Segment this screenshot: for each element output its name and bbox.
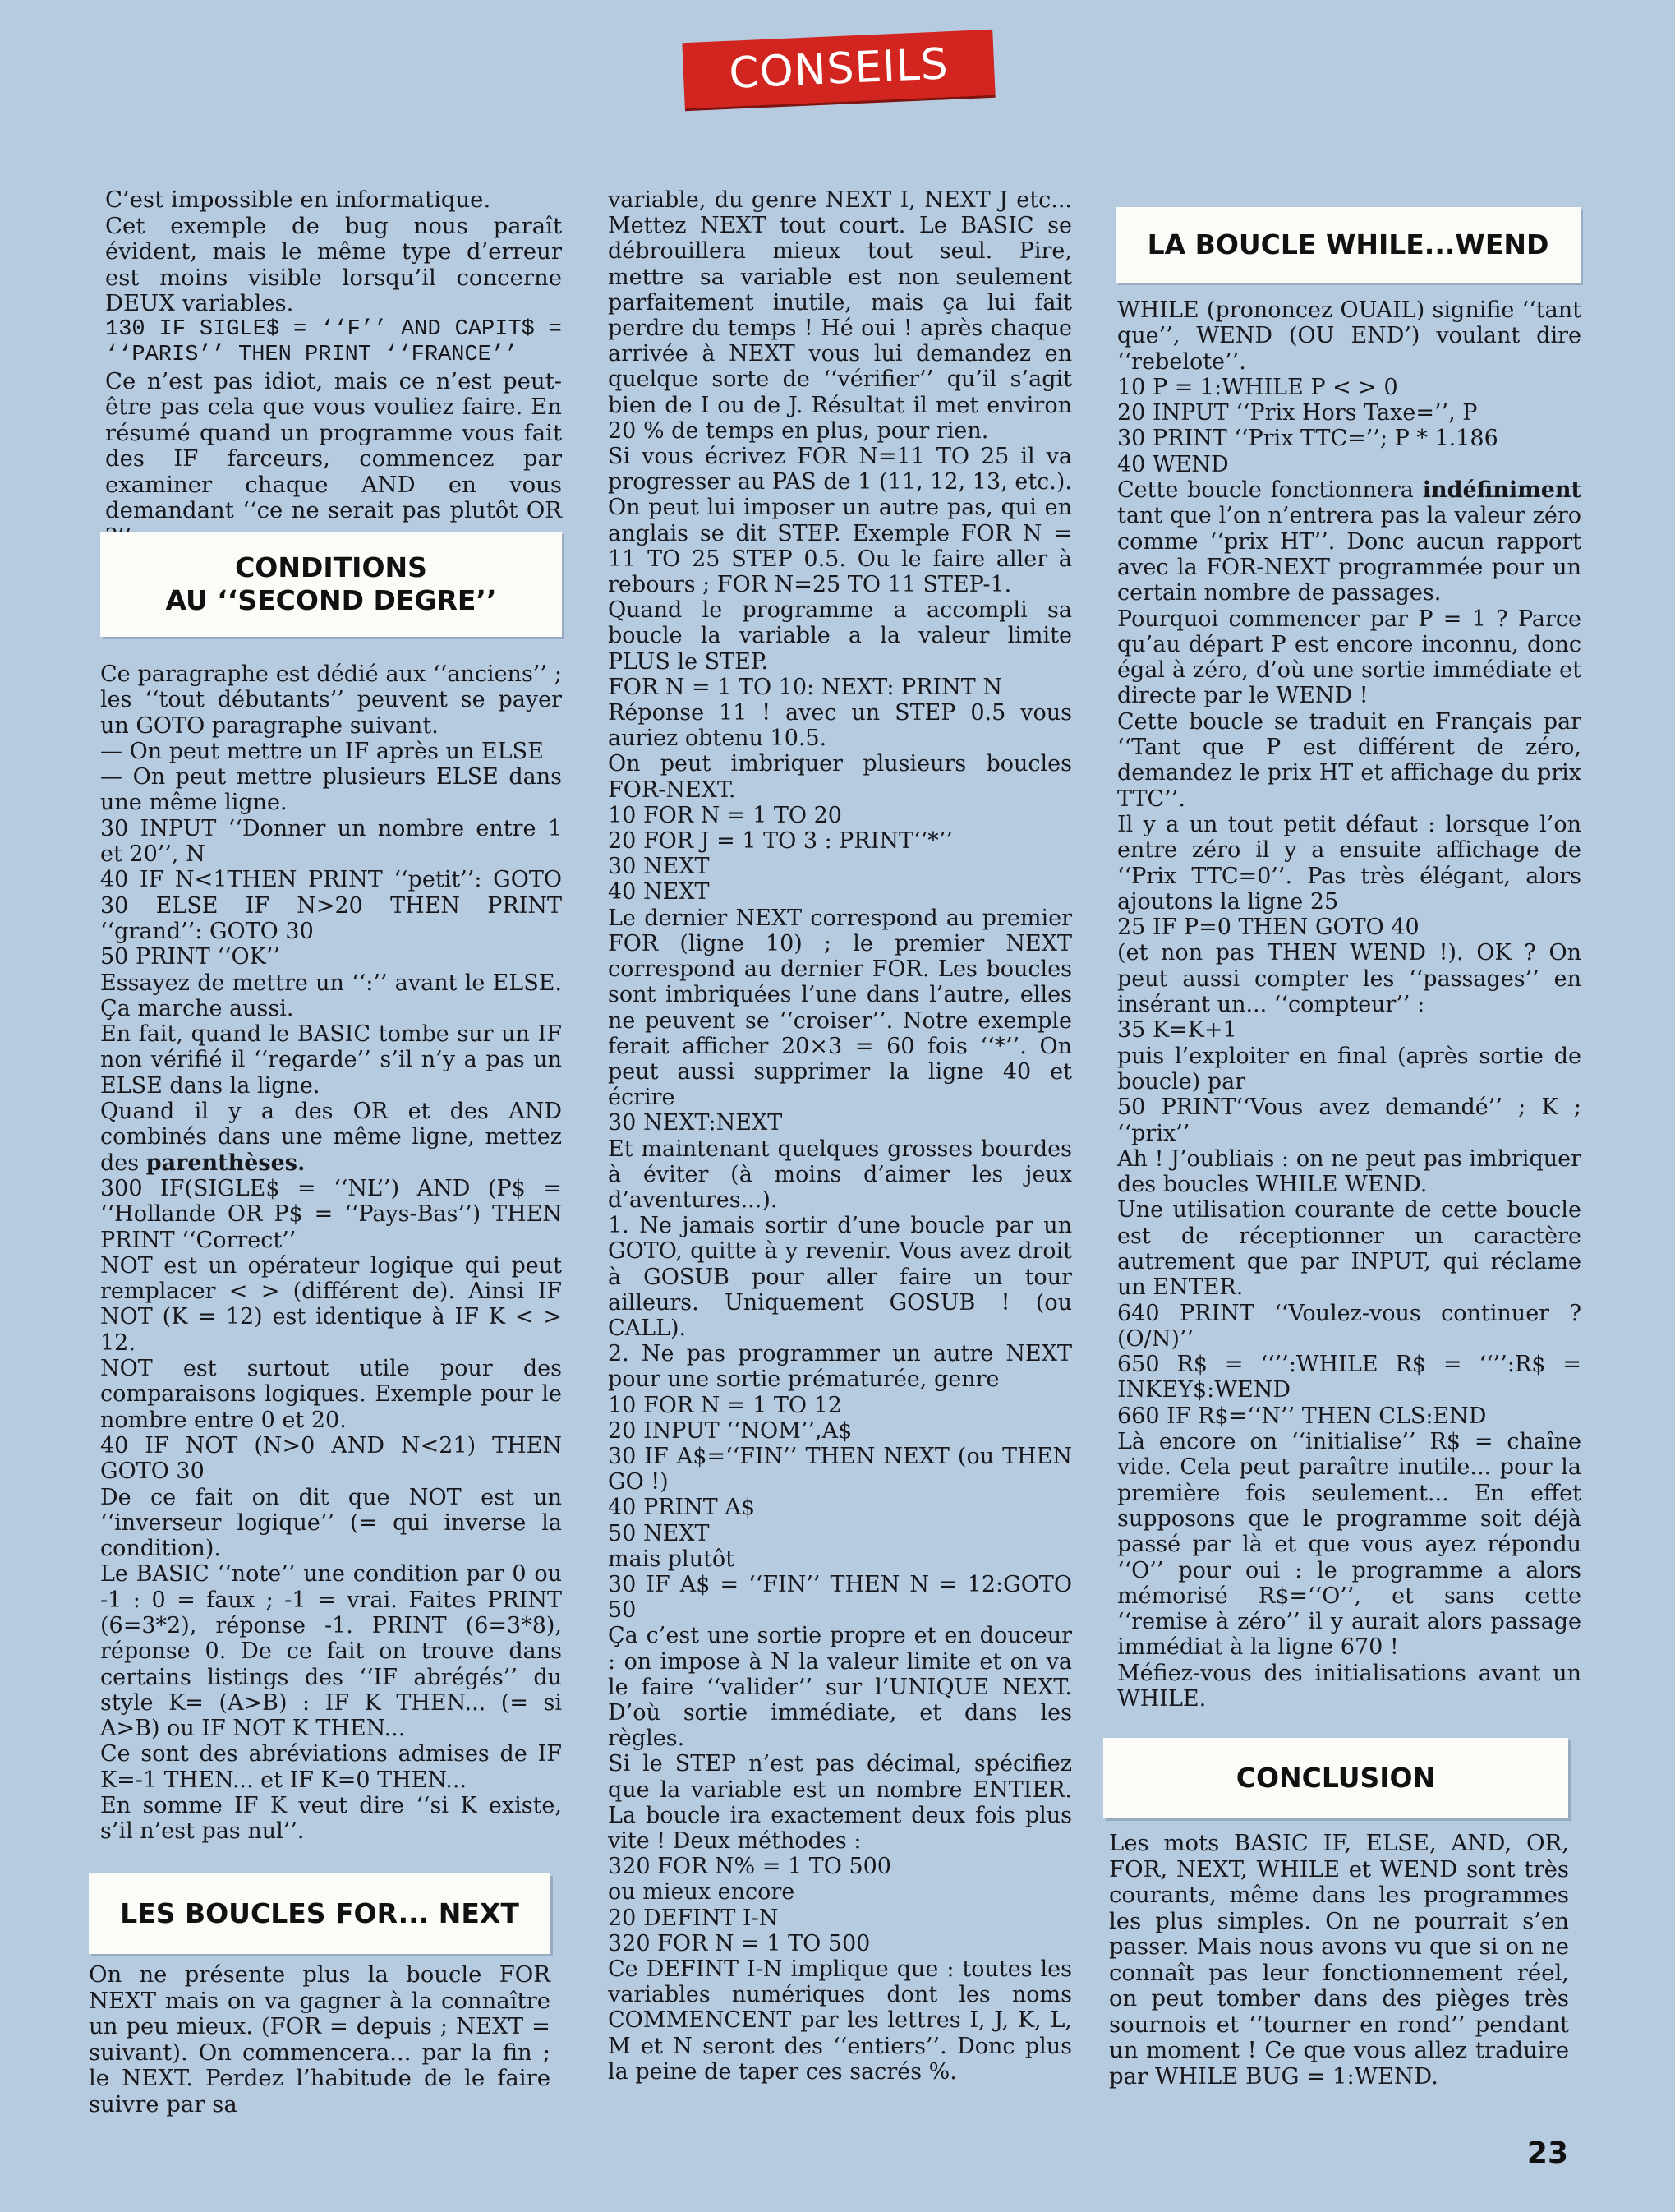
text-span: Quand il y a des OR et des AND combinés dans une même ligne, mettez des [100, 1099, 562, 1176]
paragraph: — On peut mettre un IF après un ELSE [100, 738, 544, 764]
paragraph [1117, 477, 1581, 606]
paragraph: Méfiez-vous des initialisations avant un WHILE. [1117, 1660, 1581, 1712]
heading-for-next: LES BOUCLES FOR... NEXT [89, 1873, 550, 1954]
paragraph: De ce fait on dit que NOT est un ‘‘inverseur logique’’ (= qui inverse la condition). [100, 1484, 562, 1562]
code-line: 650 R$ = ‘‘’’:WHILE R$ = ‘‘’’:R$ = INKEY$:WEND [1117, 1352, 1581, 1403]
code-line: 130 IF SIGLE$ = ‘‘F’’ AND CAPIT$ = ‘‘PARIS’’ THEN PRINT ‘‘FRANCE’’ [105, 316, 562, 367]
paragraph: Ça c’est une sortie propre et en douceur : on impose à N la valeur limite et on va le faire ‘‘valider’’ sur l’UNIQUE NEXT. D’où sortie immédiate, et dans les règles. [608, 1623, 1072, 1752]
paragraph: Et maintenant quelques grosses bourdes à éviter (à moins d’aimer les jeux d’aventures...). [608, 1136, 1072, 1213]
code-line: 40 WEND [1117, 451, 1229, 477]
paragraph: Réponse 11 ! avec un STEP 0.5 vous auriez obtenu 10.5. [608, 700, 1072, 752]
code-line: 30 INPUT ‘‘Donner un nombre entre 1 et 20’’, N [100, 815, 562, 868]
code-line: 20 INPUT ‘‘NOM’’,A$ [608, 1417, 853, 1444]
paragraph: Une utilisation courante de cette boucle est de réceptionner un caractère autrement que par INPUT, qui réclame un ENTER. [1117, 1197, 1581, 1301]
paragraph: On ne présente plus la boucle FOR NEXT mais on va gagner à la connaître un peu mieux. (FOR = depuis ; NEXT = suivant). On commencera... par la fin ; le NEXT. Perdez l’habitude de le faire suivre par sa [89, 1961, 550, 2118]
paragraph: Le dernier NEXT correspond au premier FOR (ligne 10) ; le premier NEXT correspond au dernier FOR. Les boucles sont imbriquées l’une dans l’autre, elles ne peuvent se ‘‘croiser’’. Notre exemple ferait afficher 20×3 = 60 fois ‘‘*’’. On peut aussi supprimer la ligne 40 et écrire [608, 905, 1072, 1111]
paragraph: Ce sont des abréviations admises de IF K=-1 THEN... et IF K=0 THEN... [100, 1741, 562, 1793]
code-line: 50 PRINT ‘‘OK’’ [100, 944, 280, 970]
code-line: 10 FOR N = 1 TO 20 [608, 802, 842, 828]
paragraph: NOT est surtout utile pour des comparaisons logiques. Exemple pour le nombre entre 0 et 20. [100, 1356, 562, 1433]
paragraph: mais plutôt [608, 1546, 735, 1572]
paragraph: Il y a un tout petit défaut : lorsque l’on entre zéro il y a ensuite affichage de ‘‘Prix TTC=0’’. Pas très élégant, alors ajoutons la ligne 25 [1117, 811, 1581, 915]
paragraph: Essayez de mettre un ‘‘:’’ avant le ELSE. Ça marche aussi. [100, 970, 562, 1021]
code-line: 30 PRINT ‘‘Prix TTC=’’; P * 1.186 [1117, 426, 1498, 452]
code-line: 660 IF R$=‘‘N’’ THEN CLS:END [1117, 1403, 1487, 1429]
paragraph: ou mieux encore [608, 1879, 795, 1906]
paragraph: NOT est un opérateur logique qui peut remplacer < > (différent de). Ainsi IF NOT (K = 12) est identique à IF K < > 12. [100, 1252, 562, 1356]
paragraph: Si le STEP n’est pas décimal, spécifiez que la variable est un nombre ENTIER. La boucle ira exactement deux fois plus vite ! Deux méthodes : [608, 1751, 1072, 1854]
page-number: 23 [1526, 2136, 1568, 2170]
code-line: 40 NEXT [608, 879, 710, 906]
paragraph: Ce paragraphe est dédié aux ‘‘anciens’’ ; les ‘‘tout débutants’’ peuvent se payer un GOTO paragraphe suivant. [100, 661, 562, 739]
emphasis: indéfiniment [1422, 477, 1581, 504]
code-line: 10 P = 1:WHILE P < > 0 [1117, 374, 1398, 400]
paragraph: En fait, quand le BASIC tombe sur un IF non vérifié il ‘‘regarde’’ s’il n’y a pas un ELSE dans la ligne. [100, 1021, 562, 1099]
heading-conclusion: CONCLUSION [1103, 1738, 1568, 1818]
code-line: 640 PRINT ‘‘Voulez-vous continuer ? (O/N)’’ [1117, 1300, 1581, 1352]
paragraph: WHILE (prononcez OUAIL) signifie ‘‘tant que’’, WEND (OU END’) voulant dire ‘‘rebelote’’. [1117, 297, 1581, 375]
paragraph: On peut imbriquer plusieurs boucles FOR-NEXT. [608, 751, 1072, 803]
paragraph: Cette boucle se traduit en Français par ‘‘Tant que P est différent de zéro, demandez le prix HT et affichage du prix TTC’’. [1117, 708, 1581, 812]
banner-label: CONSEILS [728, 39, 950, 99]
code-line: 40 IF N<1THEN PRINT ‘‘petit’’: GOTO 30 ELSE IF N>20 THEN PRINT ‘‘grand’’: GOTO 30 [100, 867, 562, 944]
col3-top-text [1117, 297, 1581, 1712]
code-line: 40 IF NOT (N>0 AND N<21) THEN GOTO 30 [100, 1432, 562, 1485]
paragraph [100, 1099, 562, 1176]
col3-bottom-text [1109, 1831, 1569, 2090]
code-line: 35 K=K+1 [1117, 1017, 1237, 1044]
col1-mid-text [100, 661, 562, 1845]
code-line: 25 IF P=0 THEN GOTO 40 [1117, 915, 1420, 941]
code-line: 30 IF A$ = ‘‘FIN’’ THEN N = 12:GOTO 50 [608, 1571, 1072, 1624]
heading-while-wend: LA BOUCLE WHILE...WEND [1116, 207, 1581, 283]
paragraph: Ce DEFINT I-N implique que : toutes les variables numériques dont les noms COMMENCENT par les lettres I, J, K, L, M et N seront des ‘‘entiers’’. Donc plus la peine de taper ces sacrés %. [608, 1956, 1072, 2085]
code-line: 320 FOR N% = 1 TO 500 [608, 1854, 891, 1880]
paragraph: Ah ! J’oubliais : on ne peut pas imbriquer des boucles WHILE WEND. [1117, 1145, 1581, 1198]
col2-text [608, 187, 1072, 2085]
paragraph: Là encore on ‘‘initialise’’ R$ = chaîne vide. Cela peut paraître inutile... pour la première fois seulement... En effet supposons que le programme soit déjà passé par là et que vous ayez répondu ‘‘O’’ pour oui : le programme a alors mémorisé R$=‘‘O’’, et sans cette ‘‘remise à zéro’’ il y aurait alors passage immédiat à la ligne 670 ! [1117, 1429, 1581, 1661]
section-banner [682, 30, 995, 108]
paragraph: variable, du genre NEXT I, NEXT J etc... Mettez NEXT tout court. Le BASIC se débrouillera mieux tout seul. Pire, mettre sa variable est non seulement parfaitement inutile, mais ça lui fait perdre du temps ! Hé oui ! après chaque arrivée à NEXT vous lui demandez en quelque sorte de ‘‘vérifier’’ qu’il s’agit bien de I ou de J. Résultat il met environ 20 % de temps en plus, pour rien. [608, 187, 1072, 444]
code-line: 30 IF A$=‘‘FIN’’ THEN NEXT (ou THEN GO !) [608, 1443, 1072, 1495]
code-line: FOR N = 1 TO 10: NEXT: PRINT N [608, 674, 1003, 700]
text-span: tant que l’on n’entrera pas la valeur zéro comme ‘‘prix HT’’. Donc aucun rapport avec la FOR-NEXT programmée pour un certain nombre de passages. [1117, 503, 1581, 606]
code-line: 40 PRINT A$ [608, 1495, 755, 1521]
emphasis: parenthèses. [145, 1150, 306, 1176]
code-line: 20 INPUT ‘‘Prix Hors Taxe=’’, P [1117, 400, 1478, 426]
paragraph: (et non pas THEN WEND !). OK ? On peut aussi compter les ‘‘passages’’ en insérant un... ‘‘compteur’’ : [1117, 940, 1581, 1018]
code-line: 20 FOR J = 1 TO 3 : PRINT‘‘*’’ [608, 828, 953, 855]
code-line: 50 NEXT [608, 1520, 710, 1546]
col1-top-text [105, 187, 562, 550]
paragraph: Si vous écrivez FOR N=11 TO 25 il va progresser au PAS de 1 (11, 12, 13, etc.). On peut lui imposer un autre pas, qui en anglais se dit STEP. Exemple FOR N = 11 TO 25 STEP 0.5. Ou le faire aller à rebours ; FOR N=25 TO 11 STEP-1. [608, 444, 1072, 598]
heading-conditions: CONDITIONS AU ‘‘SECOND DEGRE’’ [100, 532, 562, 637]
paragraph: Ce n’est pas idiot, mais ce n’est peut-être pas cela que vous vouliez faire. En résumé quand un programme vous fait des IF farceurs, commencez par examiner chaque AND en vous demandant ‘‘ce ne serait pas plutôt OR [105, 367, 562, 523]
text-span: Cette boucle fonctionnera [1117, 477, 1414, 504]
code-line: 300 IF(SIGLE$ = ‘‘NL’’) AND (P$ = ‘‘Hollande OR P$ = ‘‘Pays-Bas’’) THEN PRINT ‘‘Correct’’ [100, 1175, 562, 1253]
paragraph: Quand le programme a accompli sa boucle la variable a la valeur limite PLUS le STEP. [608, 597, 1072, 675]
paragraph: Le BASIC ‘‘note’’ une condition par 0 ou -1 : 0 = faux ; -1 = vrai. Faites PRINT (6=3*2), réponse -1. PRINT (6=3*8), réponse 0. De ce fait on trouve dans certains listings des ‘‘IF abrégés’’ du style K= (A>B) : IF K THEN... (= si A>B) ou IF NOT K THEN... [100, 1561, 562, 1742]
paragraph: Pourquoi commencer par P = 1 ? Parce qu’au départ P est encore inconnu, donc égal à zéro, d’où une sortie immédiate et directe par le WEND ! [1117, 606, 1581, 709]
code-line: 50 PRINT‘‘Vous avez demandé’’ ; K ; ‘‘prix’’ [1117, 1094, 1581, 1146]
code-line: 320 FOR N = 1 TO 500 [608, 1930, 871, 1956]
paragraph: — On peut mettre plusieurs ELSE dans une même ligne. [100, 764, 562, 816]
paragraph: Cet exemple de bug nous paraît évident, mais le même type d’erreur est moins visible lorsqu’il concerne DEUX variables. [105, 212, 562, 316]
paragraph: En somme IF K veut dire ‘‘si K existe, s’il n’est pas nul’’. [100, 1793, 562, 1845]
paragraph: 2. Ne pas programmer un autre NEXT pour une sortie prématurée, genre [608, 1341, 1072, 1393]
paragraph: Les mots BASIC IF, ELSE, AND, OR, FOR, NEXT, WHILE et WEND sont très courants, même dans les programmes les plus simples. On ne pourrait s’en passer. Mais nous avons vu que si on ne connaît pas leur fonctionnement réel, on peut tomber dans des pièges très sournois et ‘‘tourner en rond’’ pendant un moment ! Ce que vous allez traduire par WHILE BUG = 1:WEND. [1109, 1830, 1569, 2090]
code-line: 20 DEFINT I-N [608, 1905, 779, 1931]
paragraph: C’est impossible en informatique. [105, 187, 491, 213]
code-line: 10 FOR N = 1 TO 12 [608, 1392, 842, 1418]
code-line: 30 NEXT:NEXT [608, 1110, 783, 1136]
code-line: 30 NEXT [608, 854, 710, 880]
paragraph: puis l’exploiter en final (après sortie de boucle) par [1117, 1043, 1581, 1094]
paragraph: 1. Ne jamais sortir d’une boucle par un GOTO, quitte à y revenir. Vous avez droit à GOSUB pour aller faire un tour ailleurs. Uniquement GOSUB ! (ou CALL). [608, 1213, 1072, 1341]
col1-bottom-text [89, 1962, 550, 2118]
